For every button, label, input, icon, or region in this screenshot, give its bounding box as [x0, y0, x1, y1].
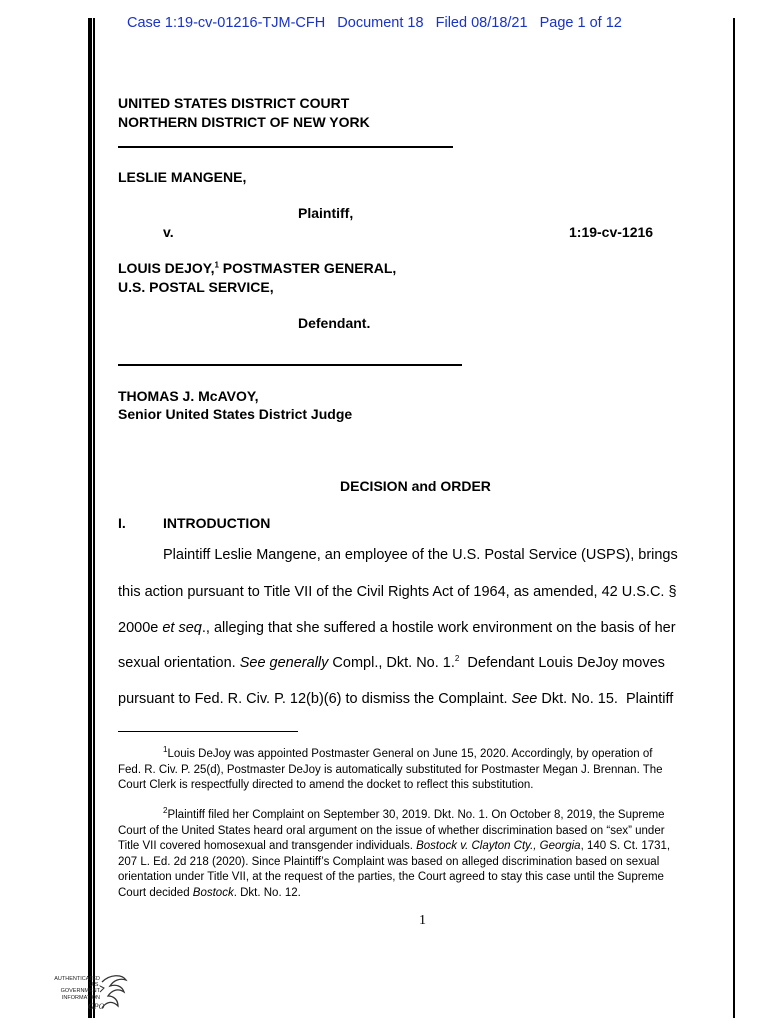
judge-name: THOMAS J. McAVOY, [118, 388, 259, 404]
footnote-separator [118, 731, 298, 732]
court-line-2: NORTHERN DISTRICT OF NEW YORK [118, 114, 370, 130]
caption-rule-bottom [118, 364, 462, 366]
case-number: 1:19-cv-1216 [569, 224, 654, 240]
body-line-4a: sexual orientation. [118, 655, 240, 671]
page-number: 1 [419, 913, 426, 928]
footnote-2-line-2: Court of the United States heard oral argument on the issue of whether discrimination based on “sex” under [118, 824, 665, 837]
seal-line-1: AUTHENTICATED [54, 976, 100, 982]
seal-line-3: INFORMATION [61, 994, 100, 1001]
court-name [118, 92, 370, 133]
defendant-name-b: POSTMASTER GENERAL, [218, 260, 397, 276]
body-line-1: Plaintiff Leslie Mangene, an employee of the U.S. Postal Service (USPS), brings [163, 547, 678, 563]
body-line-3a: 2000e [118, 620, 163, 636]
body-line-3c: ., alleging that she suffered a hostile work environment on the basis of her [201, 620, 676, 636]
footnote-2-mark: 2 [163, 806, 168, 816]
footnote-2-line-6 [118, 886, 670, 902]
section-number: I. [118, 515, 126, 531]
section-heading: INTRODUCTION [163, 515, 271, 531]
caption-rule-top [118, 146, 453, 148]
footnote-2-line-4: 207 L. Ed. 2d 218 (2020). Since Plaintiff’s Complaint was based on alleged discrimination based on sexual [118, 855, 660, 868]
body-line-4 [118, 655, 665, 671]
ecf-header-text: Case 1:19-cv-01216-TJM-CFH Document 18 Filed 08/18/21 Page 1 of 12 [127, 15, 622, 31]
judge-title: Senior United States District Judge [118, 406, 353, 422]
footnote-ref-1: 1 [214, 260, 219, 270]
body-line-5c: Dkt. No. 15. Plaintiff [537, 691, 674, 707]
body-line-3 [118, 620, 676, 636]
body-line-5-italic: See [511, 691, 538, 707]
footnote-1-line-1: Louis DeJoy was appointed Postmaster General on June 15, 2020. Accordingly, by operation of [167, 748, 653, 760]
body-line-4d: Defendant Louis DeJoy moves [459, 655, 665, 671]
defendant-role: Defendant. [298, 315, 371, 331]
bostock-italic: Bostock [192, 886, 234, 899]
body-line-5 [118, 691, 673, 707]
body-line-4c: Compl., Dkt. No. 1. [328, 655, 455, 671]
seal-line-2: U.S. GOVERNMENT [60, 982, 100, 995]
footnote-2-line-1: Plaintiff filed her Complaint on September 30, 2019. Dkt. No. 1. On October 8, 2019, the Supreme [167, 809, 665, 821]
defendant-name-a: LOUIS DEJOY, [118, 260, 215, 276]
defendant-line-2: U.S. POSTAL SERVICE, [118, 279, 274, 295]
body-line-4-italic: See generally [239, 655, 329, 671]
footnote-2-line-6c: . Dkt. No. 12. [233, 886, 301, 899]
footnote-1 [118, 747, 663, 794]
document-title: DECISION and ORDER [340, 478, 491, 494]
seal-mark: GPO [88, 1002, 105, 1011]
gpo-authentication-seal [52, 972, 137, 1017]
body-line-3-italic: et seq [162, 620, 202, 636]
footnote-2 [118, 808, 670, 901]
footnote-2-line-3a: Title VII covered homosexual and transgender individuals. [118, 840, 417, 852]
plaintiff-role: Plaintiff, [298, 205, 354, 221]
left-margin-bar-thin [93, 18, 95, 1018]
footnote-2-line-5: orientation under Title VII, at the request of the parties, the Court agreed to stay this case until the Supreme [118, 871, 664, 883]
court-line-1: UNITED STATES DISTRICT COURT [118, 95, 350, 111]
body-line-2: this action pursuant to Title VII of the Civil Rights Act of 1964, as amended, 42 U.S.C. § [118, 584, 677, 600]
case-citation-italic: Bostock v. Clayton Cty., Georgia [416, 840, 581, 852]
footnote-1-line-2: Fed. R. Civ. P. 25(d), Postmaster DeJoy is automatically substituted for Postmaster Megan J. Brennan. The [118, 763, 663, 776]
footnote-ref-2: 2 [454, 654, 460, 664]
footnote-2-line-3c: , 140 S. Ct. 1731, [580, 840, 671, 852]
right-margin-bar [733, 18, 735, 1018]
footnote-2-line-6a: Court decided [118, 886, 193, 899]
footnote-1-mark: 1 [163, 745, 168, 755]
versus: v. [163, 224, 174, 240]
left-margin-bar [88, 18, 92, 1018]
ecf-header [127, 15, 622, 31]
footnote-1-line-3: Court Clerk is respectfully directed to amend the docket to reflect this substitution. [118, 779, 534, 791]
plaintiff-name: LESLIE MANGENE, [118, 169, 247, 185]
body-line-5a: pursuant to Fed. R. Civ. P. 12(b)(6) to dismiss the Complaint. [118, 691, 512, 707]
footnote-2-line-3 [118, 839, 670, 855]
